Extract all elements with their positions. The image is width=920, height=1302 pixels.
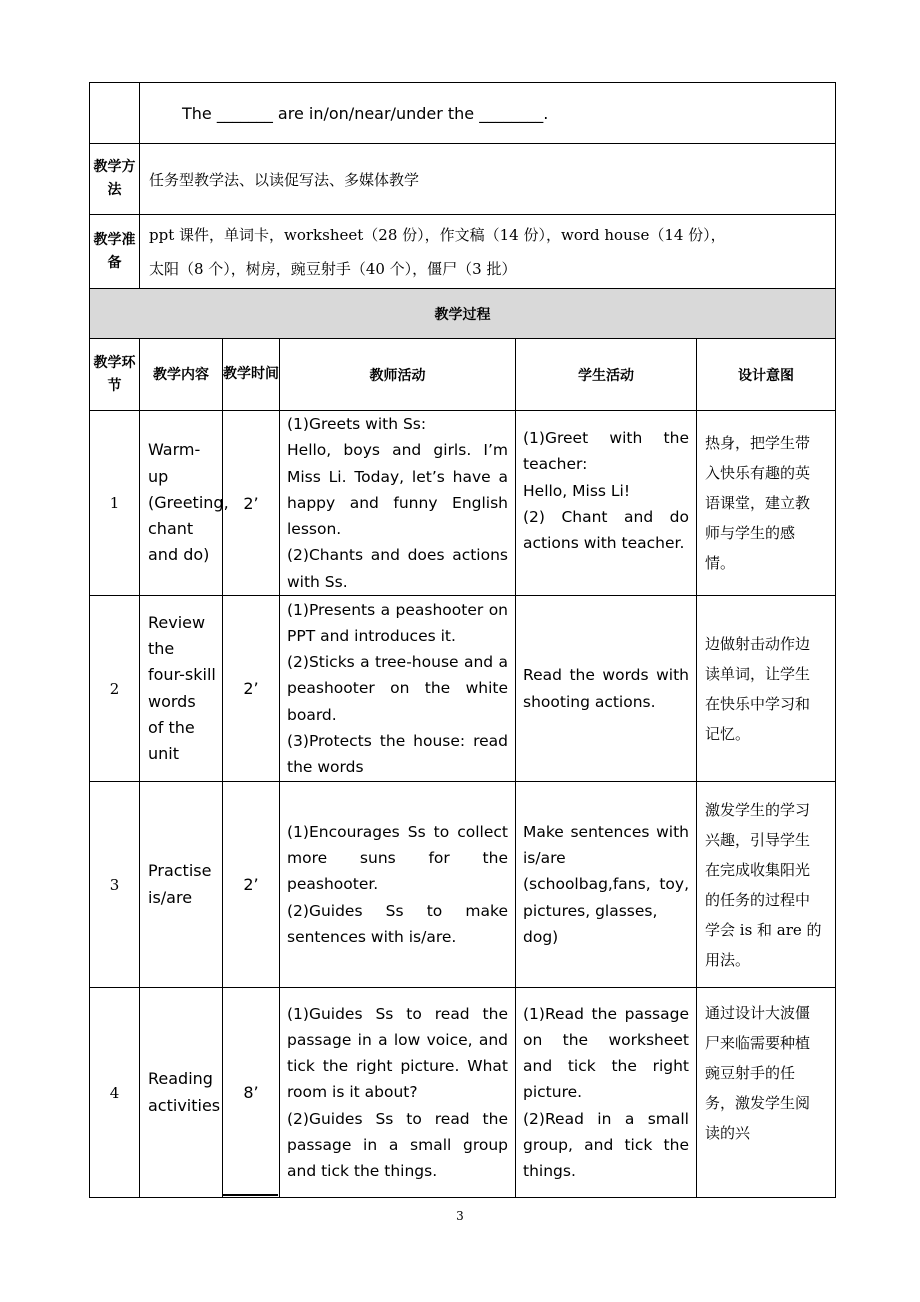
col-header-time: 教学时间 (223, 339, 280, 411)
sentence-row (90, 83, 836, 144)
page-number: 3 (456, 1209, 464, 1223)
row-teacher-activity: (1)Presents a peashooter on PPT and introduces it. (2)Sticks a tree-house and a peashooter on the white board. (3)Protects the house: read the words (280, 596, 516, 782)
row-student-activity: (1)Greet with the teacher: Hello, Miss Li! (2) Chant and do actions with teacher. (516, 411, 697, 596)
row-student-activity: (1)Read the passage on the worksheet and tick the right picture. (2)Read in a small group, and tick the things. (516, 988, 697, 1198)
col-header-content: 教学内容 (140, 339, 223, 411)
row-teacher-activity: (1)Greets with Ss: Hello, boys and girls. I’m Miss Li. Today, let’s have a happy and funny English lesson. (2)Chants and does actions with Ss. (280, 411, 516, 596)
prep-line-2: 太阳（8 个），树房，豌豆射手（40 个），僵尸（3 批） (149, 259, 517, 278)
prep-row (90, 215, 836, 289)
column-header-row (90, 339, 836, 411)
row-design-intent: 激发学生的学习兴趣，引导学生在完成收集阳光的任务的过程中学会 is 和 are 的用法。 (697, 782, 836, 988)
row-content: Warm-up (Greeting, chant and do) (140, 411, 223, 596)
table-row (90, 988, 836, 1198)
cell-underline (222, 1194, 278, 1196)
prep-label: 教学准备 (90, 215, 140, 289)
row-design-intent: 边做射击动作边读单词，让学生在快乐中学习和记忆。 (697, 596, 836, 782)
table-row (90, 782, 836, 988)
row-teacher-activity: (1)Guides Ss to read the passage in a low voice, and tick the right picture. What room is it about? (2)Guides Ss to read the passage in a small group and tick the things. (280, 988, 516, 1198)
table-row (90, 411, 836, 596)
prep-text (140, 215, 836, 289)
method-text: 任务型教学法、以读促写法、多媒体教学 (140, 144, 836, 215)
row-design-intent: 通过设计大波僵尸来临需要种植豌豆射手的任务，激发学生阅读的兴 (697, 988, 836, 1198)
col-header-stage: 教学环节 (90, 339, 140, 411)
lesson-plan-table (89, 82, 836, 1198)
target-sentence: The _______ are in/on/near/under the ________. (140, 83, 836, 144)
table-row (90, 596, 836, 782)
row-content: Practise is/are (140, 782, 223, 988)
col-header-intent: 设计意图 (697, 339, 836, 411)
row-student-activity: Make sentences with is/are (schoolbag,fans, toy, pictures, glasses, dog) (516, 782, 697, 988)
method-label: 教学方法 (90, 144, 140, 215)
row-time: 2’ (223, 782, 280, 988)
process-title: 教学过程 (90, 289, 836, 339)
row-design-intent: 热身，把学生带入快乐有趣的英语课堂，建立教师与学生的感情。 (697, 411, 836, 596)
row-time: 8’ (223, 988, 280, 1198)
col-header-student: 学生活动 (516, 339, 697, 411)
col-header-teacher: 教师活动 (280, 339, 516, 411)
row-number: 3 (90, 782, 140, 988)
row-time: 2’ (223, 596, 280, 782)
row-teacher-activity: (1)Encourages Ss to collect more suns for the peashooter. (2)Guides Ss to make sentences with is/are. (280, 782, 516, 988)
row-number: 2 (90, 596, 140, 782)
row-time: 2’ (223, 411, 280, 596)
row-number: 1 (90, 411, 140, 596)
row-content: Review the four-skill words of the unit (140, 596, 223, 782)
prep-line-1: ppt 课件，单词卡，worksheet（28 份），作文稿（14 份），word house（14 份）， (149, 225, 726, 244)
process-row (90, 289, 836, 339)
row-content: Reading activities (140, 988, 223, 1198)
row-student-activity: Read the words with shooting actions. (516, 596, 697, 782)
row-number: 4 (90, 988, 140, 1198)
method-row (90, 144, 836, 215)
